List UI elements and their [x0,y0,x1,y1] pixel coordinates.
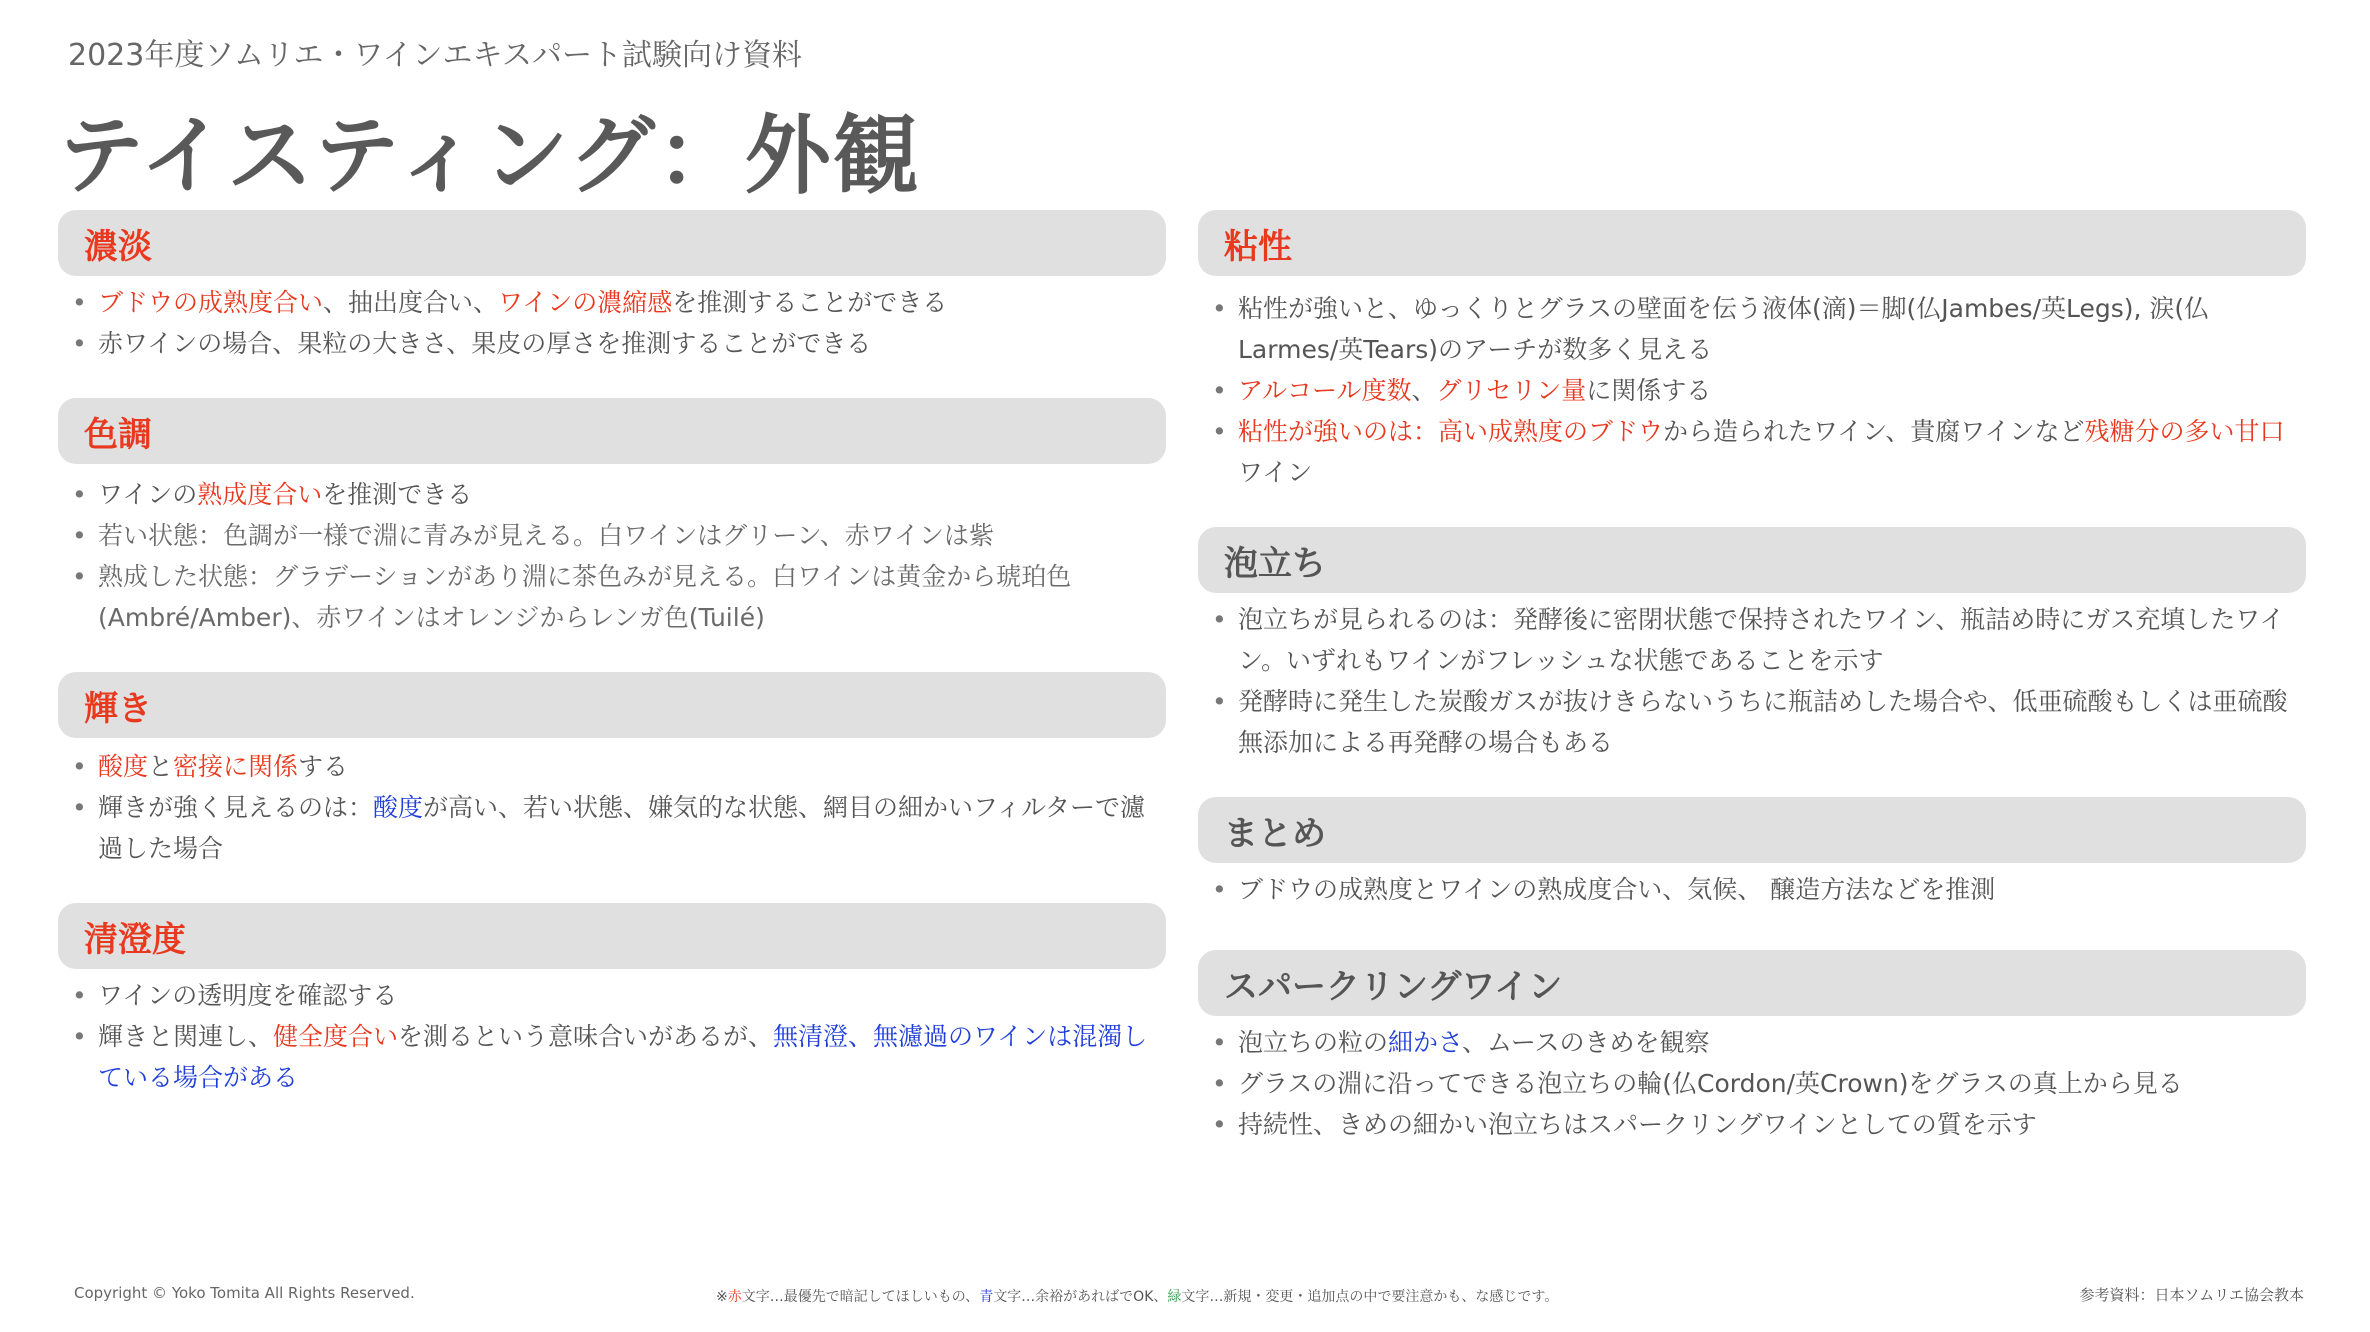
bullet-list [58,474,1166,638]
list-item [1198,1022,2306,1063]
section-noutan [58,210,1166,364]
list-item [58,746,1166,787]
text: 泡立ちの粒の [1238,1028,1389,1057]
left-column [58,210,1166,1098]
list-item: • 粘性が強いと、ゆっくりとグラスの壁面を伝う液体(滴)＝脚(仏Jambes/英Legs), 涙(仏Larmes/英Tears)のアーチが数多く見える [1198,288,2306,370]
section-heading: 濃淡 [58,210,1166,276]
list-item [58,282,1166,323]
text: する [298,752,349,781]
list-item: • 若い状態：色調が一様で淵に青みが見える。白ワインはグリーン、赤ワインは紫 [58,515,1166,556]
section-heading: 色調 [58,398,1166,464]
bullet-list [58,282,1166,364]
text: 輝きと関連し、 [98,1022,274,1051]
text: ※ [716,1289,728,1305]
blue-text: 無清澄、無濾過のワインは混濁している場合がある [98,1022,1148,1092]
list-item: • グラスの淵に沿ってできる泡立ちの輪(仏Cordon/英Crown)をグラスの真上から見る [1198,1063,2306,1104]
section-awadachi [1198,527,2306,763]
red-text: 酸度 [98,752,149,781]
section-kagayaki [58,672,1166,869]
bullet-list [1198,599,2306,763]
right-column [1198,210,2306,1145]
red-text: 熟成度合い [197,480,323,509]
text: を推測することができる [672,288,948,317]
section-heading: 清澄度 [58,903,1166,969]
section-heading: 泡立ち [1198,527,2306,593]
green-text: 緑 [1167,1289,1182,1305]
section-sparkling [1198,950,2306,1145]
text: と [148,752,174,781]
red-text: ブドウの成熟度合い [98,288,324,317]
text: 輝きが強く見えるのは： [98,793,374,822]
bullet-list [58,746,1166,869]
list-item [1198,370,2306,411]
page-title: テイスティング：外観 [58,106,921,206]
bullet-list [1198,869,2306,910]
text: を測るという意味合いがあるが、 [398,1022,774,1051]
list-item: • 発酵時に発生した炭酸ガスが抜けきらないうちに瓶詰めした場合や、低亜硫酸もしくは亜硫酸無添加による再発酵の場合もある [1198,681,2306,763]
blue-text: 青 [979,1289,994,1305]
red-text: 赤 [727,1289,742,1305]
list-item [1198,411,2306,493]
text: から造られたワイン、貴腐ワインなど [1663,417,2085,446]
list-item [58,474,1166,515]
text: 、 [1411,376,1437,405]
text: ワインの [98,480,198,509]
color-legend [716,1286,1558,1306]
red-text: 密接に関係 [173,752,299,781]
list-item: • 泡立ちが見られるのは：発酵後に密閉状態で保持されたワイン、瓶詰め時にガス充填したワイン。いずれもワインがフレッシュな状態であることを示す [1198,599,2306,681]
section-matome [1198,797,2306,910]
section-heading: スパークリングワイン [1198,950,2306,1016]
list-item: • ブドウの成熟度とワインの熟成度合い、気候、 醸造方法などを推測 [1198,869,2306,910]
text: 文字…最優先で暗記してほしいもの、 [741,1289,980,1305]
section-heading: まとめ [1198,797,2306,863]
text: ワイン [1238,458,1313,487]
list-item: • 持続性、きめの細かい泡立ちはスパークリングワインとしての質を示す [1198,1104,2306,1145]
list-item: • 熟成した状態：グラデーションがあり淵に茶色みが見える。白ワインは黄金から琥珀色(Ambré/Amber)、赤ワインはオレンジからレンガ色(Tuilé) [58,556,1166,638]
list-item [58,787,1166,869]
blue-text: 細かさ [1388,1028,1463,1057]
section-heading: 粘性 [1198,210,2306,276]
section-seichoudo [58,903,1166,1098]
list-item: • ワインの透明度を確認する [58,975,1166,1016]
document-subtitle: 2023年度ソムリエ・ワインエキスパート試験向け資料 [68,38,802,73]
red-text: アルコール度数 [1238,376,1412,405]
text: 、抽出度合い、 [323,288,499,317]
text: 、ムースのきめを観察 [1462,1028,1710,1057]
text: に関係する [1586,376,1712,405]
red-text: 健全度合い [273,1022,399,1051]
text: を推測できる [322,480,473,509]
bullet-list [1198,1022,2306,1145]
section-shikichou [58,398,1166,638]
copyright: Copyright © Yoko Tomita All Rights Reserved. [74,1284,415,1302]
text: 文字…余裕があればでOK、 [993,1289,1168,1305]
section-nensei [1198,210,2306,493]
section-heading: 輝き [58,672,1166,738]
text: が高い、若い状態、嫌気的な状態、網目の細かいフィルターで濾過した場合 [98,793,1146,863]
list-item [58,1016,1166,1098]
red-text: グリセリン量 [1436,376,1587,405]
list-item: • 赤ワインの場合、果粒の大きさ、果皮の厚さを推測することができる [58,323,1166,364]
blue-text: 酸度 [373,793,424,822]
bullet-list [58,975,1166,1098]
reference: 参考資料：日本ソムリエ協会教本 [2079,1286,2304,1304]
red-text: ワインの濃縮感 [498,288,673,317]
red-text: 粘性が強いのは：高い成熟度のブドウ [1238,417,1664,446]
bullet-list [1198,288,2306,493]
red-text: 残糖分の多い甘口 [2084,417,2285,446]
text: 文字…新規・変更・追加点の中で要注意かも、な感じです。 [1181,1289,1559,1305]
